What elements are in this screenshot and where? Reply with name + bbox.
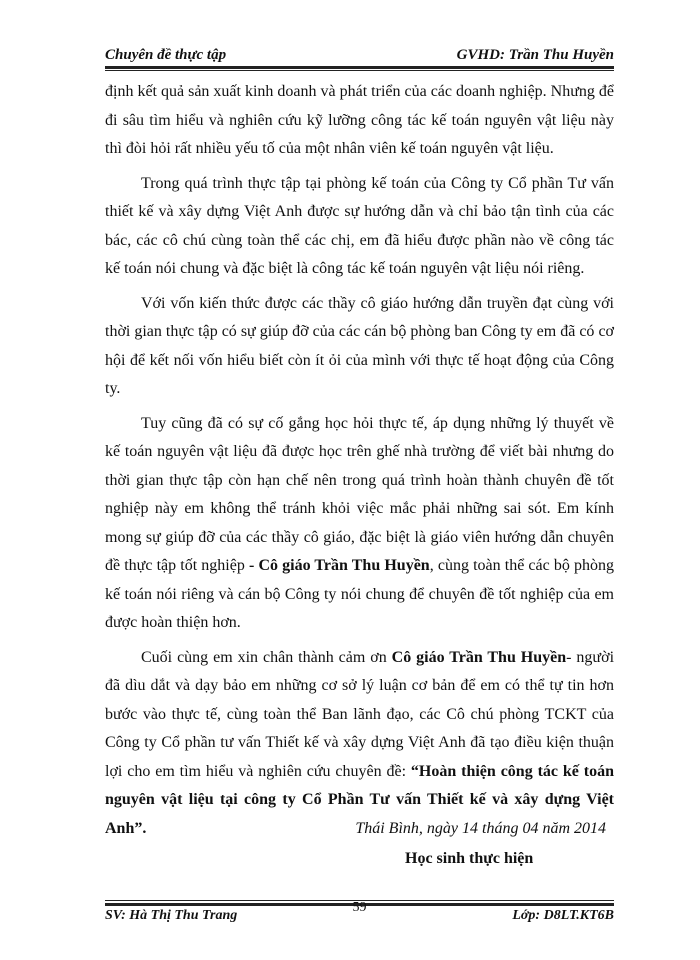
- paragraph-4-text-c: , cùng toàn thể các bộ phòng kế toán nói riêng và cán bộ Công ty nói chung để chuyên đề tốt nghiệp của em được hoàn thiện hơn.: [105, 557, 615, 631]
- paragraph-3: Với vốn kiến thức được các thầy cô giáo hướng dẫn truyền đạt cùng với thời gian thực tập có sự giúp đỡ của các cán bộ phòng ban Công ty em đã có cơ hội để kết nối vốn hiểu biết còn ít ỏi của mình với thực tế hoạt động của Công ty.: [105, 294, 614, 397]
- header-rule-thick: [105, 66, 614, 69]
- advisor-name-bold-2: Cô giáo Trần Thu Huyền: [391, 648, 567, 666]
- page-number: 59: [352, 900, 367, 915]
- header-advisor: GVHD: Trần Thu Huyền: [456, 47, 614, 63]
- document-body: [105, 78, 614, 849]
- advisor-name-bold: - Cô giáo Trần Thu Huyền: [248, 557, 430, 574]
- page-footer: [105, 900, 614, 928]
- page-header: [105, 40, 614, 64]
- thesis-title-bold: “Hoàn thiện công tác kế toán nguyên vật liệu tại công ty Cổ Phần Tư vấn Thiết kế và xây dựng Việt Anh”.: [105, 762, 615, 837]
- paragraph-2: Trong quá trình thực tập tại phòng kế toán của Công ty Cổ phần Tư vấn thiết kế và xây dựng Việt Anh được sự hướng dẫn và chỉ bảo tận tình của các bác, các cô chú cùng toàn thể các chị, em đã hiểu được phần nào về công tác kế toán nói chung và đặc biệt là công tác kế toán nguyên vật liệu nói riêng.: [105, 174, 614, 277]
- paragraph-5-text-a: Cuối cùng em xin chân thành cảm ơn: [141, 648, 392, 666]
- footer-class: Lớp: D8LT.KT6B: [512, 908, 614, 923]
- signature-role: Học sinh thực hiện: [405, 850, 534, 867]
- paragraph-4: [105, 410, 614, 638]
- paragraph-1: định kết quả sản xuất kinh doanh và phát triển của các doanh nghiệp. Nhưng để đi sâu tìm hiểu và nghiên cứu kỹ lưỡng công tác kế toán nguyên vật liệu này thì đòi hỏi rất nhiều yếu tố của một nhân viên kế toán nguyên vật liệu.: [105, 83, 614, 157]
- paragraph-5: [105, 644, 614, 844]
- paragraph-4-text-a: Tuy cũng đã có sự cố gắng học hỏi thực tế, áp dụng những lý thuyết về kế toán nguyên vật liệu đã được học trên ghế nhà trường để viết bài nhưng do thời gian thực tập còn hạn chế nên trong quá trình hoàn thành chuyên đề tốt nghiệp này em không thể tránh khỏi việc mắc phải những sai sót. Em kính mong sự giúp đỡ của các thầy cô giáo, đặc biệt là giáo viên hướng dẫn chuyên đề thực tập tốt nghiệp: [105, 414, 614, 574]
- paragraph-5-text-c: - người đã dìu dắt và dạy bảo em những cơ sở lý luận cơ bản để em có thể tự tin hơn bước vào thực tế, cùng toàn thể Ban lãnh đạo, các Cô chú phòng TCKT của Công ty Cổ phần tư vấn Thiết kế và xây dựng Việt Anh đã tạo điều kiện thuận lợi cho em tìm hiểu và nghiên cứu chuyên đề:: [105, 648, 615, 780]
- header-rule-thin: [105, 70, 614, 71]
- footer-student: SV: Hà Thị Thu Trang: [105, 908, 238, 923]
- header-course-title: Chuyên đề thực tập: [105, 47, 227, 63]
- signature-date: Thái Bình, ngày 14 tháng 04 năm 2014: [355, 820, 606, 837]
